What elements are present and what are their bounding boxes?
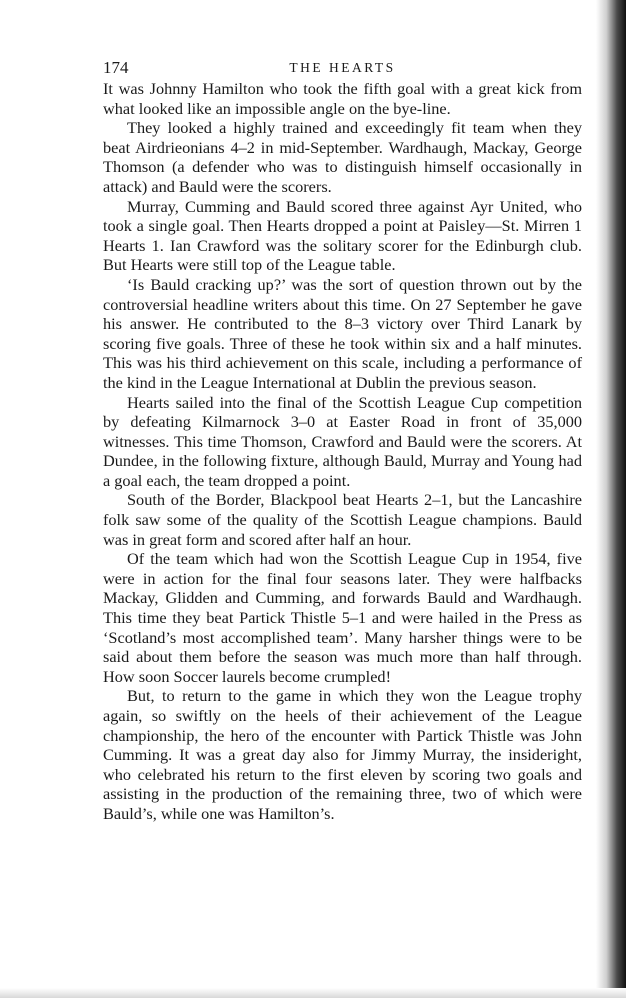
page-number: 174	[103, 58, 129, 77]
paragraph-2: They looked a highly trained and exceedingly fit team when they beat Airdrieonians 4–2 in mid-September. Wardhaugh, Mackay, George Thomson (a defender who was to distinguish himself occasionally in attack) and Bauld were the scorers.	[103, 118, 582, 196]
running-title: THE HEARTS	[289, 60, 396, 75]
paragraph-4: ‘Is Bauld cracking up?’ was the sort of question thrown out by the controversial headline writers about this time. On 27 September he gave his answer. He contributed to the 8–3 victory over Third Lanark by scoring five goals. Three of these he took within six and a half minutes. This was his third achievement on this scale, including a performance of the kind in the League International at Dublin the previous season.	[103, 274, 582, 392]
body-text	[103, 79, 582, 824]
page-edge-shadow	[596, 0, 626, 998]
paragraph-3: Murray, Cumming and Bauld scored three against Ayr United, who took a single goal. Then Hearts dropped a point at Paisley—St. Mirren 1 Hearts 1. Ian Crawford was the solitary scorer for the Edinburgh club. But Hearts were still top of the League table.	[103, 196, 582, 275]
running-header	[103, 56, 582, 80]
paragraph-6: South of the Border, Blackpool beat Hearts 2–1, but the Lancashire folk saw some of the quality of the Scottish League champions. Bauld was in great form and scored after half an hour.	[103, 490, 582, 549]
paragraph-5: Hearts sailed into the final of the Scottish League Cup competition by defeating Kilmarnock 3–0 at Easter Road in front of 35,000 witnesses. This time Thomson, Crawford and Bauld were the scorers. At Dundee, in the following fixture, although Bauld, Murray and Young had a goal each, the team dropped a point.	[103, 392, 582, 490]
paragraph-7: Of the team which had won the Scottish League Cup in 1954, five were in action for the final four seasons later. They were halfbacks Mackay, Glidden and Cumming, and forwards Bauld and Wardhaugh. This time they beat Partick Thistle 5–1 and were hailed in the Press as ‘Scotland’s most accomplished team’. Many harsher things were to be said about them before the season was much more than half through. How soon Soccer laurels become crumpled!	[103, 549, 582, 686]
paragraph-8: But, to return to the game in which they won the League trophy again, so swiftly on the heels of their achievement of the League championship, the hero of the encounter with Partick Thistle was John Cumming. It was a great day also for Jimmy Murray, the insideright, who celebrated his return to the first eleven by scoring two goals and assisting in the production of the remaining three, two of which were Bauld’s, while one was Hamilton’s.	[103, 686, 582, 823]
paragraph-1: It was Johnny Hamilton who took the fifth goal with a great kick from what looked like an impossible angle on the bye-line.	[103, 79, 582, 118]
page-bottom-shadow	[0, 988, 626, 998]
